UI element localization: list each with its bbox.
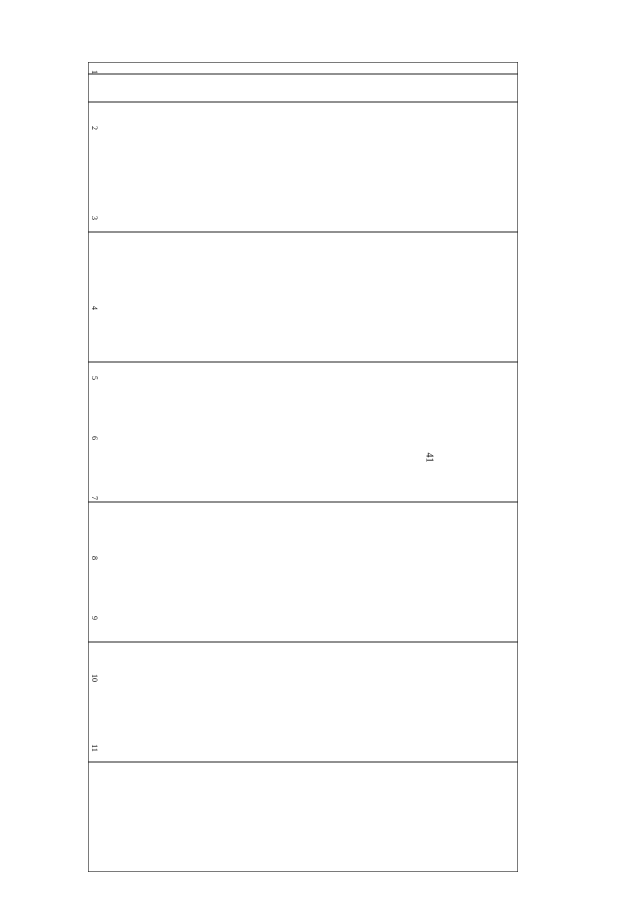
column-header-5: 5 <box>90 376 99 380</box>
column-header-2: 2 <box>90 126 99 130</box>
column-header-9: 9 <box>90 616 99 620</box>
column-header-8: 8 <box>90 556 99 560</box>
column-header-3: 3 <box>90 216 99 220</box>
column-header-7: 7 <box>90 496 99 500</box>
table-grid <box>88 62 518 872</box>
column-header-6: 6 <box>90 436 99 440</box>
page-number: 41 <box>423 452 435 463</box>
column-header-11: 11 <box>90 744 99 752</box>
budget-table <box>88 62 518 872</box>
column-header-1: 1 <box>90 70 99 74</box>
column-header-4: 4 <box>90 306 99 310</box>
column-header-10: 10 <box>90 674 99 682</box>
